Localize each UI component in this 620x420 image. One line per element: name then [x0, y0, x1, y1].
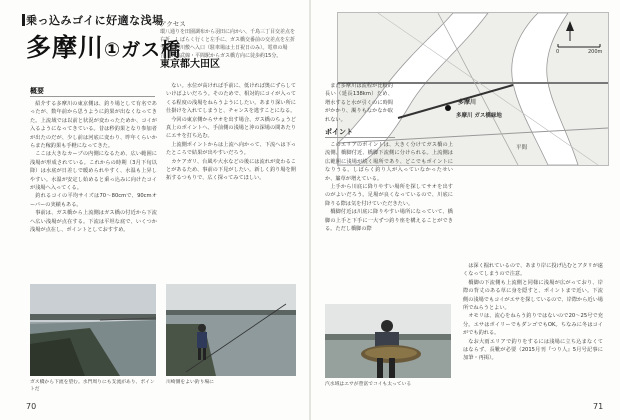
article-tagline: 乗っ込みゴイに好適な浅場	[26, 14, 164, 27]
point-heading: ポイント	[325, 128, 353, 136]
river-landscape-image	[30, 284, 156, 376]
left-page-number: 70	[26, 402, 37, 411]
paragraph: 橋脚の下流側も上流側と同様に浅場が広がっており、岸際の背丈のある草に身を隠すと、ポイントまで近い。下流側の浅場でもコイがエサを探しているので、岸際から近い場所でねらうとよい。	[463, 279, 603, 312]
spot-name: ガス橋	[121, 39, 182, 61]
paragraph: このエリアのポイントは、大きく分けてガス橋の上流側、橋脚付近、橋脚下流側に分けられる。上流側は広範囲に浅場が続く場所であり、どこでもポイントになりうる。しばらく釣り人が入っていなかったせいか、簾草が増えている。	[325, 142, 453, 182]
paragraph: 紹介する多摩川の東京側は、釣り場として有名であったが、数年前から思うように釣果が出なくなってきた。上流域では以前と状況が変わったためか、コイが入るようになってきている。昔は秒釣果となり参加者が出たのだが、少し前は河底に変わり、昨年くらいからまた稼釣果も手軽になってきた。	[30, 101, 157, 150]
overview-column-1	[30, 100, 157, 278]
overview-rule	[30, 96, 155, 97]
map-label-gas-bridge: 多摩川 ガス橋緑地	[456, 113, 502, 119]
paragraph: 今回の東京側からサオを出す場合、ガス橋のちょうど真上のポイントへ、手前側の浅場と沖の深場の間あたりにエサを打ち込む。	[166, 116, 296, 140]
paragraph: 橋脚付近は川底に降りやすい場所になっていて、橋脚の上手と下手に一大ずつ釣り座を構えることができる。ただし橋脚の際	[325, 209, 453, 233]
paragraph: 事前は、ガス橋から上流側はガス橋の付近から下流へ広い浅場が点在する。下流は平坦な底で、いくつか浅場が点在し、ポイントとしておすすめ。	[30, 210, 157, 234]
place-name: 多摩川	[26, 33, 105, 62]
spot-title	[26, 28, 181, 64]
paragraph: 上流側ポイントからは上流へ向かって、下流へは下ったところで結果が出やすいだろう。	[166, 141, 296, 157]
left-page	[0, 0, 309, 420]
paragraph: 釣れるコイの平均サイズは70〜80cmで、90cmオーバーの実績もある。	[30, 193, 157, 208]
spot-location: 東京都大田区	[160, 59, 220, 70]
paragraph: 上手から川底に降りやすい場所を探してサオを出すのがよいだろう。足場が良くなっているので、川底に降りる際は気を付けていただきたい。	[325, 184, 453, 207]
right-page-number: 71	[593, 402, 604, 411]
tagline-bar	[22, 14, 25, 26]
access-body: 環八通りを田園調布から羽田に向かい、千鳥三丁目交差点を右折。しばらく行くと左手に、ガス橋交番前の交差点を左折すると河川敷へ入口（駐車場は土日祝日のみ）。電車の場合、JR南武線・平間駅からガス橋方向に徒歩約15分。	[160, 29, 296, 59]
photo-downstream-view	[30, 284, 156, 376]
point-column-2	[463, 262, 603, 402]
map-label-tamagawa: 多摩川	[458, 99, 477, 106]
carp-catch-image	[325, 304, 451, 378]
map-scale-zero: 0	[556, 49, 560, 55]
photo3-caption: 汽水域はエサが豊富でコイも太っている	[325, 382, 412, 387]
photo-angler-on-bank	[166, 284, 296, 376]
paragraph: また多摩川は流程が比較的長い（延長138km）ため、増水すると水が引くのに時間がかかり、濁りもなかなか取れない。	[325, 83, 393, 122]
point-rule	[325, 137, 395, 138]
point-intro	[325, 82, 393, 122]
photo1-caption: ガス橋から下流を望む。水門周りにも支流があり、ポイントだ	[30, 380, 155, 392]
photo-angler-with-carp	[325, 304, 451, 378]
overview-column-2	[166, 82, 296, 278]
point-column-1	[325, 141, 453, 301]
paragraph: ない。水位が高ければ手前に、低ければ奥にずらしていけばよいだろう。そのためで、相対的にコイが入ってくる程度の浅場をねらうようにしたい。あまり深い所に仕掛けを入れてしまうと、チャンスを逃すことになる。	[166, 83, 296, 115]
paragraph: なお大雨エリアで釣りをするには浅場に立ち込まなくてはならず、長靴が必要（2015月刊『つり人』5月号記事に加筆・再掲）。	[463, 338, 603, 362]
angler-image	[166, 284, 296, 376]
paragraph: オモリは、流心をねらう釣りではないので20〜25号で充分。エサはボイリーでもダンゴでもOK。ちなみに冬はコイがでも釣れる。	[463, 313, 603, 337]
map-label-hirama: 平間	[516, 145, 528, 151]
map-scale-distance: 200m	[588, 49, 603, 55]
right-page	[311, 0, 620, 420]
overview-heading: 概要	[30, 87, 44, 95]
paragraph: カケアガリ、台風や大水などの後には流れが変わることがあるため、事前の下見がしたい。新しく釣り場を開拓するつもりで、広く探ってみてほしい。	[166, 158, 296, 182]
spot-number: ①	[104, 39, 122, 61]
paragraph: ここは大きなカーブの内側になるため、広い範囲に浅場が形成されている。これからの時期（3月下旬以降）は水底が日差しで暖められやすく、水温も上昇しやすい。水温が安定し始めると乗っ込みに向けたコイが浅場へ入ってくる。	[30, 151, 157, 192]
photo2-caption: 川崎側をよい釣り場に	[166, 380, 214, 385]
access-heading: アクセス	[160, 20, 186, 28]
paragraph: は深く掘れているので、あまり岸に投げ込むとアタリが遠くなってしまうので注意。	[463, 263, 603, 278]
